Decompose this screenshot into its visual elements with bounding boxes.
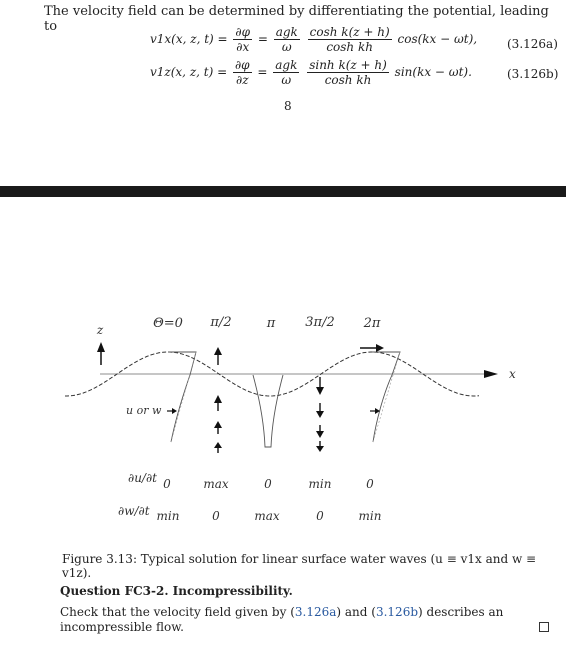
- arrowhead-down-2: [316, 411, 324, 418]
- arrowhead-down-4: [316, 446, 324, 452]
- eq-b-number: (3.126b): [507, 67, 559, 81]
- profile-theta-2pi: [372, 352, 400, 442]
- theta-label-4: 2π: [363, 316, 381, 331]
- du-value-3: min: [308, 477, 332, 491]
- eq-a-tail: cos(kx − ωt),: [397, 32, 478, 46]
- small-arrowhead-0: [172, 408, 177, 414]
- top-page: [0, 0, 566, 186]
- eq-a-number: (3.126a): [507, 37, 558, 51]
- du-value-1: max: [203, 477, 229, 491]
- dw-dt-label: ∂w/∂t: [118, 504, 150, 518]
- x-axis-label: x: [509, 367, 516, 381]
- question-title: Question FC3-2. Incompressibility.: [60, 584, 293, 598]
- qed-box: [539, 622, 549, 632]
- dw-value-3: 0: [316, 509, 324, 523]
- z-axis-arrowhead: [97, 342, 105, 352]
- du-dt-label: ∂u/∂t: [128, 471, 158, 485]
- arrowhead-up-3: [214, 421, 222, 428]
- eq-b-factor: $\frac{\text{agk}}{\omega}$: [275, 58, 298, 87]
- eq-b-derivative: $\frac{\partial\varphi}{\partial z}$: [234, 58, 250, 87]
- eq-b-tail: sin(kx − ωt).: [394, 65, 472, 79]
- theta-label-3: 3π/2: [305, 315, 335, 330]
- arrowhead-down-3: [316, 431, 324, 438]
- dw-value-4: min: [358, 509, 382, 523]
- wave-figure: [0, 197, 566, 557]
- profile-theta-2pi-guide: [373, 352, 400, 442]
- eq-ref-b-link[interactable]: 3.126b: [375, 605, 419, 619]
- figure-caption: Figure 3.13: Typical solution for linear surface water waves (u ≡ v1x and w ≡ v1z).: [62, 552, 537, 580]
- bottom-page: [0, 197, 566, 663]
- arrowhead-down-1: [316, 387, 324, 395]
- crest-arrowhead-2pi: [376, 344, 384, 352]
- arrowhead-up-1: [214, 347, 222, 355]
- dw-value-1: 0: [212, 509, 220, 523]
- eq-b-hyperbolic: $\frac{\text{sinh k(z + h)}}{\text{cosh kh}}$: [309, 58, 387, 87]
- eq-a-hyperbolic: $\frac{\text{cosh k(z + h)}}{\text{cosh kh}}$: [309, 25, 390, 54]
- profile-theta-pi: [253, 375, 283, 447]
- equation-a: v1x(x, z, t) = $\frac{\partial\varphi}{\partial x}$ = $\frac{\text{agk}}{\omega}$ $\frac{\text{cosh k(z + h)}}{\text{cosh kh}}$ cos(kx − ωt),: [150, 25, 478, 54]
- profile-theta-0: [168, 352, 196, 442]
- eq-a-derivative: $\frac{\partial\varphi}{\partial x}$: [235, 25, 251, 54]
- eq-a-lhs: v1x(x, z, t) =: [150, 32, 228, 46]
- theta-label-2: π: [266, 316, 276, 331]
- eq-ref-a-link[interactable]: 3.126a: [294, 605, 337, 619]
- eq-a-factor: $\frac{\text{agk}}{\omega}$: [275, 25, 298, 54]
- theta-label-1: π/2: [210, 315, 232, 330]
- z-axis-label: z: [96, 323, 104, 337]
- eq-b-lhs: v1z(x, z, t) =: [150, 65, 228, 79]
- arrowhead-up-2: [214, 395, 222, 403]
- dw-value-2: max: [254, 509, 280, 523]
- page-separator: [0, 186, 566, 197]
- du-value-4: 0: [366, 477, 374, 491]
- page-number: 8: [284, 99, 292, 113]
- u-or-w-label: u or w: [126, 404, 162, 417]
- arrowhead-up-4: [214, 442, 222, 448]
- intro-text: The velocity field can be determined by differentiating the potential, leading to: [44, 4, 549, 34]
- du-value-2: 0: [264, 477, 272, 491]
- theta-label-0: Θ=0: [153, 316, 183, 331]
- du-value-0: 0: [163, 477, 171, 491]
- question-text: Check that the velocity field given by (3.126a) and (3.126b) describes an incompressible flow.: [60, 605, 504, 634]
- equation-b: v1z(x, z, t) = $\frac{\partial\varphi}{\partial z}$ = $\frac{\text{agk}}{\omega}$ $\frac{\text{sinh k(z + h)}}{\text{cosh kh}}$ sin(kx − ωt).: [150, 58, 472, 87]
- dw-value-0: min: [156, 509, 180, 523]
- x-axis-arrowhead: [484, 370, 498, 378]
